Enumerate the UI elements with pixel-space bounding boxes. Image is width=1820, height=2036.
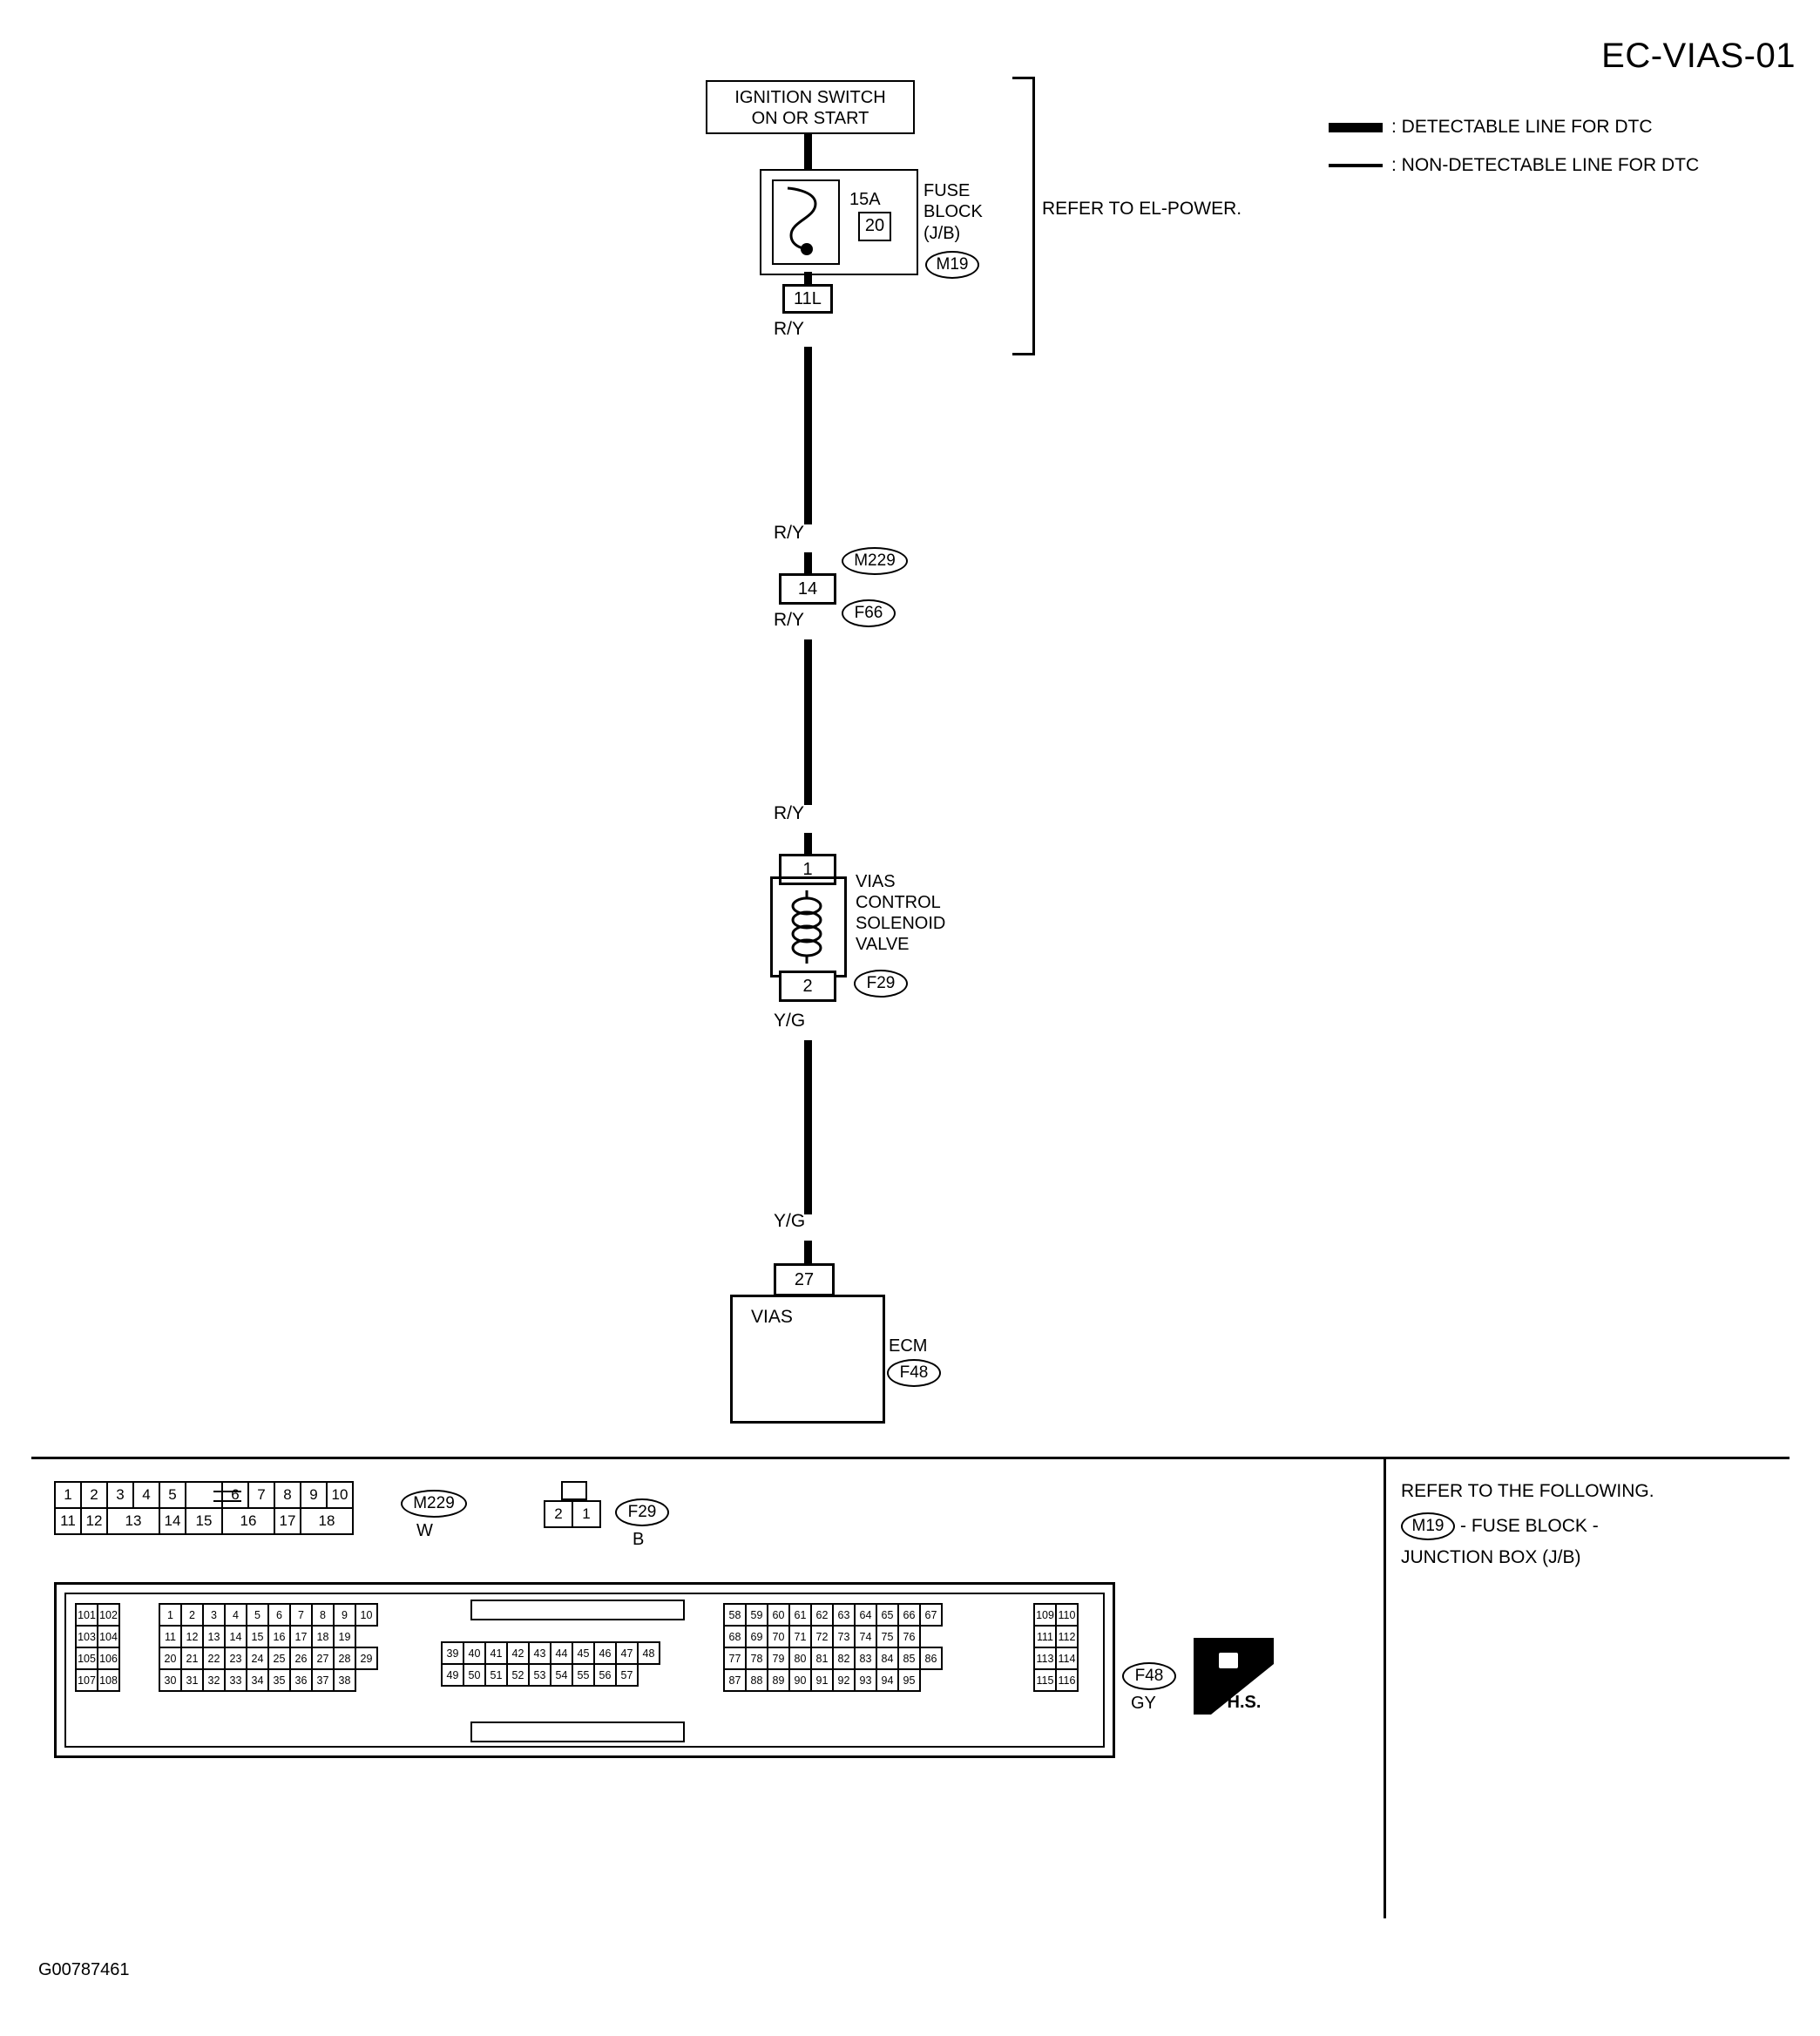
f29-color-code: B [633,1530,645,1549]
f48-cell: 30 [159,1669,181,1691]
f48-cell: 77 [724,1647,746,1669]
f48-cell: 60 [768,1604,789,1626]
fuse-label-line2: BLOCK [924,202,983,222]
m229-cell: 3 [107,1482,133,1508]
f48-color-code: GY [1131,1694,1156,1713]
legend-label-non-detectable: : NON-DETECTABLE LINE FOR DTC [1391,155,1700,175]
connector-oval-m229-top: M229 [842,547,908,575]
f48-cell: 65 [876,1604,898,1626]
connector-oval-f29-main: F29 [854,970,908,998]
f48-cell: 8 [312,1604,334,1626]
f48-cell: 40 [463,1642,485,1664]
f48-cell: 68 [724,1626,746,1647]
refer-bracket [1012,77,1035,355]
wire-yg-segment-1 [804,1040,812,1214]
solenoid-label-line1: VIAS [856,872,896,891]
ecm-signal-label: VIAS [751,1307,793,1327]
m229-cell: 12 [81,1508,107,1534]
m229-row-1 [55,1482,353,1508]
m229-cell: 4 [133,1482,159,1508]
f48-cell: 75 [876,1626,898,1647]
hs-hand-icon [1194,1638,1274,1715]
solenoid-label-line3: SOLENOID [856,914,946,933]
wire-ry-to-pin14 [804,552,812,575]
f48-cell: 85 [898,1647,920,1669]
f48-cell: 6 [268,1604,290,1626]
f48-cell: 74 [855,1626,876,1647]
m229-color-code: W [416,1521,433,1540]
table-row [442,1664,660,1686]
f48-cell: 11 [159,1626,181,1647]
m229-cell: 16 [222,1508,274,1534]
f29-cell: 2 [545,1501,572,1527]
f48-cell: 32 [203,1669,225,1691]
f48-cell: 108 [98,1669,119,1691]
m229-cell: 2 [81,1482,107,1508]
f48-cell: 102 [98,1604,119,1626]
wire-yg-to-ecm [804,1241,812,1263]
m229-cell: 14 [159,1508,186,1534]
f48-cell: 104 [98,1626,119,1647]
f48-cell: 56 [594,1664,616,1686]
refer-following-heading: REFER TO THE FOLLOWING. [1401,1481,1654,1501]
wire-label-ry-3: R/Y [774,610,805,630]
f48-cell: 66 [898,1604,920,1626]
f48-cell: 76 [898,1626,920,1647]
legend-item-non-detectable [1329,152,1782,179]
wire-ry-segment-1 [804,347,812,524]
f48-cell: 5 [247,1604,268,1626]
f48-cell: 16 [268,1626,290,1647]
wire-label-ry-4: R/Y [774,803,805,823]
table-row [76,1626,119,1647]
page-title: EC-VIAS-01 [1601,37,1796,75]
thick-line-icon [1329,123,1383,132]
f48-cell: 58 [724,1604,746,1626]
f48-cell: 31 [181,1669,203,1691]
connector-oval-m19: M19 [925,251,979,279]
f48-cell: 80 [789,1647,811,1669]
f48-group-far-right [1033,1603,1079,1692]
wire-label-yg-1: Y/G [774,1011,806,1031]
f48-cell: 52 [507,1664,529,1686]
fuse-amperage: 15A [849,190,881,209]
f29-notch-icon [561,1481,587,1500]
f48-cell: 67 [920,1604,942,1626]
legend-label-detectable: : DETECTABLE LINE FOR DTC [1391,117,1653,137]
m229-cell: 8 [274,1482,301,1508]
legend [1329,113,1782,190]
m229-notch-icon [213,1491,241,1502]
table-row [724,1604,942,1626]
f48-cell: 51 [485,1664,507,1686]
connector-oval-m19-refer: M19 [1401,1512,1455,1540]
wire-label-ry-2: R/Y [774,523,805,543]
table-row [159,1669,377,1691]
f48-cell: 12 [181,1626,203,1647]
f48-cell: 47 [616,1642,638,1664]
legend-item-detectable [1329,113,1782,141]
fuse-block-label [924,180,983,244]
m229-cell: 11 [55,1508,81,1534]
table-row [724,1669,942,1691]
fuse-label-line1: FUSE [924,181,971,200]
fuse-number: 20 [858,212,891,241]
f48-cell: 33 [225,1669,247,1691]
f48-cell: 26 [290,1647,312,1669]
f48-cell: 53 [529,1664,551,1686]
connector-oval-f48-bottom: F48 [1122,1662,1176,1690]
f48-cell: 55 [572,1664,594,1686]
wire-ignition-to-fuse [804,134,812,171]
f48-cell: 1 [159,1604,181,1626]
f48-group-left [75,1603,120,1692]
table-row [76,1604,119,1626]
f48-cell: 2 [181,1604,203,1626]
table-row [1034,1604,1078,1626]
connector-oval-f29-bottom: F29 [615,1498,669,1526]
f48-cell: 64 [855,1604,876,1626]
vias-solenoid-label [856,871,945,955]
f48-cell: 3 [203,1604,225,1626]
refer-el-power-label: REFER TO EL-POWER. [1042,199,1242,219]
vertical-divider [1384,1457,1386,1918]
f48-group-mid [441,1641,660,1687]
ignition-switch-line2: ON OR START [751,109,869,129]
f48-cell: 48 [638,1642,660,1664]
solenoid-label-line4: VALVE [856,935,910,954]
f48-cell: 88 [746,1669,768,1691]
f48-cell: 23 [225,1647,247,1669]
f48-cell: 20 [159,1647,181,1669]
f48-cell: 71 [789,1626,811,1647]
f48-cell: 35 [268,1669,290,1691]
refer-m19-row [1401,1512,1599,1540]
f48-cell: 46 [594,1642,616,1664]
pin-11L: 11L [782,284,833,314]
m229-row-2 [55,1508,353,1534]
f29-cell: 1 [572,1501,600,1527]
pin-1-solenoid: 1 [779,854,836,885]
f48-cell: 50 [463,1664,485,1686]
f48-cell: 62 [811,1604,833,1626]
f48-cell: 86 [920,1647,942,1669]
f48-cell: 24 [247,1647,268,1669]
f48-group-center [159,1603,378,1692]
f48-slot-top [470,1600,685,1620]
f48-cell: 107 [76,1669,98,1691]
f48-cell: 4 [225,1604,247,1626]
f48-cell: 15 [247,1626,268,1647]
f48-cell: 10 [355,1604,377,1626]
hs-label: H.S. [1227,1693,1262,1712]
f48-cell: 21 [181,1647,203,1669]
f48-cell: 111 [1034,1626,1056,1647]
table-row [159,1604,377,1626]
f48-cell: 82 [833,1647,855,1669]
f29-row-1 [545,1501,600,1527]
f48-cell: 114 [1056,1647,1078,1669]
f48-cell: 101 [76,1604,98,1626]
f48-cell: 59 [746,1604,768,1626]
m229-cell: 6 [222,1482,248,1508]
f48-cell: 69 [746,1626,768,1647]
f48-cell: 29 [355,1647,377,1669]
f48-cell: 45 [572,1642,594,1664]
f48-group-right [723,1603,943,1692]
solenoid-coil-icon [782,889,833,965]
f48-cell: 90 [789,1669,811,1691]
fuse-element-icon [781,185,829,258]
f48-cell: 18 [312,1626,334,1647]
ecm-label: ECM [889,1336,928,1356]
thin-line-icon [1329,164,1383,167]
f48-cell: 113 [1034,1647,1056,1669]
f48-cell: 105 [76,1647,98,1669]
pin-2-solenoid: 2 [779,971,836,1002]
table-row [724,1626,942,1647]
f48-cell: 7 [290,1604,312,1626]
f48-cell: 87 [724,1669,746,1691]
table-row [1034,1669,1078,1691]
f48-cell: 28 [334,1647,355,1669]
f48-cell: 54 [551,1664,572,1686]
f48-cell: 109 [1034,1604,1056,1626]
f48-cell: 79 [768,1647,789,1669]
f48-cell: 73 [833,1626,855,1647]
f48-slot-bottom [470,1721,685,1742]
f48-cell: 57 [616,1664,638,1686]
refer-m19-desc: - FUSE BLOCK - [1460,1516,1599,1536]
f48-cell: 22 [203,1647,225,1669]
table-row [159,1626,377,1647]
table-row [724,1647,942,1669]
m229-cell: 17 [274,1508,301,1534]
connector-oval-m229-bottom: M229 [401,1490,467,1518]
f48-cell: 70 [768,1626,789,1647]
f48-cell: 13 [203,1626,225,1647]
wire-label-ry-1: R/Y [774,319,805,339]
f48-cell: 110 [1056,1604,1078,1626]
f48-cell: 83 [855,1647,876,1669]
f48-cell: 112 [1056,1626,1078,1647]
m229-cell: 9 [301,1482,327,1508]
f48-cell: 116 [1056,1669,1078,1691]
f48-cell: 42 [507,1642,529,1664]
m229-cell: 10 [327,1482,353,1508]
f48-cell: 17 [290,1626,312,1647]
section-divider [31,1457,1790,1459]
f48-cell: 81 [811,1647,833,1669]
f48-cell: 92 [833,1669,855,1691]
ignition-switch-block [706,80,915,134]
wire-ry-segment-2 [804,639,812,805]
table-row [76,1669,119,1691]
m229-cell: 7 [248,1482,274,1508]
f48-cell: 106 [98,1647,119,1669]
table-row [159,1647,377,1669]
table-row [1034,1647,1078,1669]
f48-cell: 91 [811,1669,833,1691]
f48-cell: 89 [768,1669,789,1691]
f48-cell: 19 [334,1626,355,1647]
f48-cell: 14 [225,1626,247,1647]
table-row [76,1647,119,1669]
solenoid-label-line2: CONTROL [856,893,941,912]
refer-m19-desc-line2: JUNCTION BOX (J/B) [1401,1547,1581,1567]
m229-cell: 5 [159,1482,186,1508]
table-row [1034,1626,1078,1647]
f48-cell: 37 [312,1669,334,1691]
f48-cell: 93 [855,1669,876,1691]
m229-cell: 13 [107,1508,159,1534]
ignition-switch-line1: IGNITION SWITCH [734,88,886,107]
m229-cell: 15 [186,1508,222,1534]
f48-cell: 25 [268,1647,290,1669]
fuse-label-line3: (J/B) [924,223,961,243]
f48-cell: 72 [811,1626,833,1647]
f48-cell: 41 [485,1642,507,1664]
f48-cell: 34 [247,1669,268,1691]
pin-14: 14 [779,573,836,605]
f48-cell: 27 [312,1647,334,1669]
f48-cell: 61 [789,1604,811,1626]
connector-view-f29 [544,1500,601,1528]
m229-cell: 1 [55,1482,81,1508]
connector-oval-f66: F66 [842,599,896,627]
f48-cell: 38 [334,1669,355,1691]
footer-code: G00787461 [38,1960,130,1979]
f48-cell: 94 [876,1669,898,1691]
f48-cell: 63 [833,1604,855,1626]
connector-oval-f48-main: F48 [887,1359,941,1387]
f48-cell: 9 [334,1604,355,1626]
f48-cell: 44 [551,1642,572,1664]
f48-cell: 78 [746,1647,768,1669]
f48-cell: 95 [898,1669,920,1691]
table-row [442,1642,660,1664]
f48-cell: 49 [442,1664,463,1686]
f48-cell: 115 [1034,1669,1056,1691]
pin-27-ecm: 27 [774,1263,835,1296]
f48-cell: 43 [529,1642,551,1664]
connector-view-m229 [54,1481,354,1535]
f48-cell: 36 [290,1669,312,1691]
wire-ry-to-solenoid [804,833,812,856]
wire-label-yg-2: Y/G [774,1211,806,1231]
f48-cell: 103 [76,1626,98,1647]
f48-cell: 84 [876,1647,898,1669]
m229-cell: 18 [301,1508,353,1534]
f48-cell: 39 [442,1642,463,1664]
